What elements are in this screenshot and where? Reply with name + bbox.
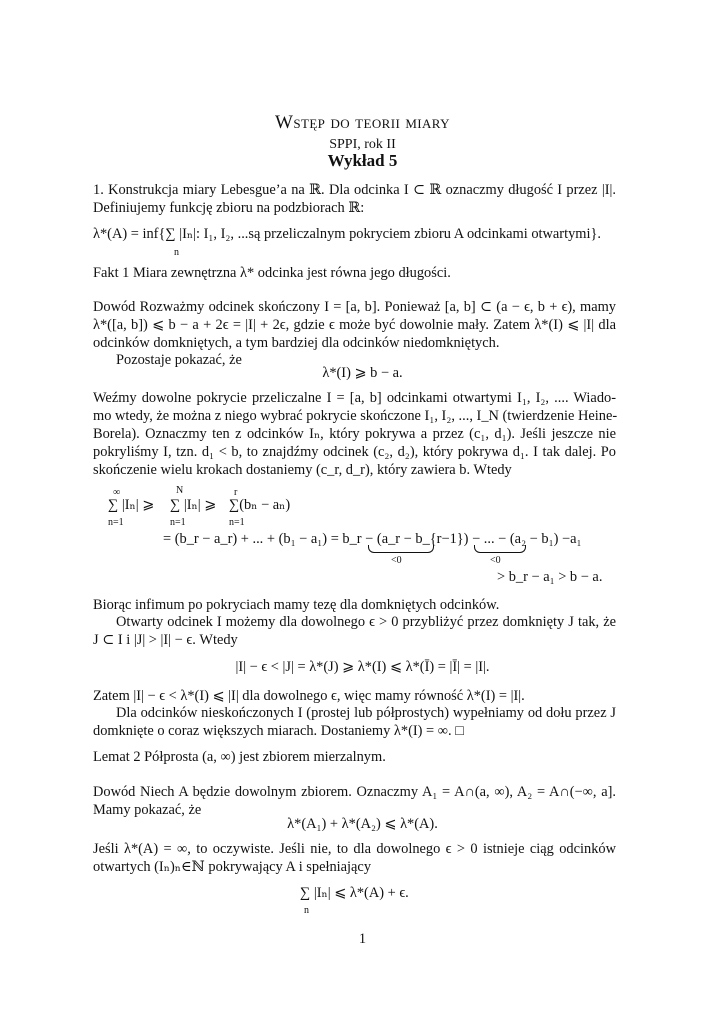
display-formula: ∑ |Iₙ| ⩽ λ*(A) + ϵ. (300, 885, 409, 901)
lemma-line: Lemat 2 Półprosta (a, ∞) jest zbiorem mierzalnym. (93, 749, 386, 765)
body-line: Biorąc infimum po pokryciach mamy tezę dla domkniętych odcinków. (93, 597, 500, 613)
paper-title: Wstęp do teorii miary (275, 112, 450, 133)
body-line: 1. Konstrukcja miary Lebesgue’a na ℝ. Dla odcinka I ⊂ ℝ oznaczmy długość I przez |I|. (93, 182, 616, 198)
underbrace-label: <0 (490, 555, 501, 566)
proof-line: Dowód Rozważmy odcinek skończony I = [a, b]. Ponieważ [a, b] ⊂ (a − ϵ, b + ϵ), mamy (93, 299, 616, 315)
underbrace (474, 545, 526, 553)
display-formula: |I| − ϵ < |J| = λ*(J) ⩾ λ*(I) ⩽ λ*(Ī) = |Ī| = |I|. (235, 659, 490, 675)
sum-subscript: n=1 (229, 517, 245, 528)
body-line: J ⊂ I i |J| > |I| − ϵ. Wtedy (93, 632, 238, 648)
body-line: Zatem |I| − ϵ < λ*(I) ⩽ |I| dla dowolnego ϵ, więc mamy równość λ*(I) = |I|. (93, 688, 525, 704)
body-line: Definiujemy funkcję zbioru na podzbiorach ℝ: (93, 200, 365, 216)
body-line: mo wtedy, że można z niego wybrać pokrycie skończone I₁, I₂, ..., I_N (twierdzenie Heine- (93, 408, 618, 424)
body-line: Jeśli λ*(A) = ∞, to oczywiste. Jeśli nie, to dla dowolnego ϵ > 0 istnieje ciąg odcinków (93, 841, 616, 857)
page-number: 1 (358, 931, 367, 947)
equation-line: = (b_r − a_r) + ... + (b₁ − a₁) = b_r − (a_r − b_{r−1}) − ... − (a₂ − b₁) −a₁ (163, 531, 582, 547)
fact-line: Fakt 1 Miara zewnętrzna λ* odcinka jest równa jego długości. (93, 265, 451, 281)
sum-superscript: N (176, 485, 184, 496)
body-line: pokryliśmy I, tzn. d₁ < b, to znajdźmy odcinek (c₂, d₂), który pokrywa d₁. I tak dalej. Po (93, 444, 616, 460)
proof-line: Dowód Niech A będzie dowolnym zbiorem. Oznaczmy A₁ = A∩(a, ∞), A₂ = A∩(−∞, a]. (93, 784, 616, 800)
body-line: Mamy pokazać, że (93, 802, 202, 818)
sum-term: ∑ |Iₙ| ⩾ (108, 497, 155, 513)
underbrace-label: <0 (391, 555, 402, 566)
body-line: domknięte o coraz większych miarach. Dostaniemy λ*(I) = ∞. □ (93, 723, 464, 739)
sum-superscript: ∞ (113, 487, 121, 498)
paper-subtitle: SPPI, rok II (329, 137, 396, 152)
equation-line: > b_r − a₁ > b − a. (497, 569, 603, 585)
lecture-heading: Wykład 5 (327, 151, 398, 170)
display-formula: λ*(A₁) + λ*(A₂) ⩽ λ*(A). (287, 816, 438, 832)
body-line: skończenie wielu krokach dostaniemy (c_r, d_r), który zawiera b. Wtedy (93, 462, 512, 478)
body-line: odcinków domkniętych, a tym bardziej dla odcinków niedomkniętych. (93, 335, 500, 351)
body-line: Dla odcinków nieskończonych I (prostej lub półprostych) wypełniamy od dołu przez J (116, 705, 616, 721)
body-line: Otwarty odcinek I możemy dla dowolnego ϵ > 0 przybliżyć przez domknięty J tak, że (116, 614, 616, 630)
body-line: Pozostaje pokazać, że (116, 352, 242, 368)
sum-term: ∑ |Iₙ| ⩾ (170, 497, 217, 513)
body-line: λ*([a, b]) ⩽ b − a + 2ϵ = |I| + 2ϵ, gdzie ϵ może być dowolnie mały. Zatem λ*(I) ⩽ |I| dla (93, 317, 616, 333)
sum-subscript: n (304, 905, 309, 916)
sum-term: ∑(bₙ − aₙ) (229, 497, 291, 513)
body-line: Borela). Oznaczmy ten z odcinków Iₙ, który pokrywa a przez (c₁, d₁). Jeśli jeszcze nie (93, 426, 616, 442)
underbrace (368, 545, 434, 553)
formula-line: λ*(A) = inf{∑ |Iₙ|: I₁, I₂, ...są przeliczalnym pokryciem zbioru A odcinkami otwartymi}. (93, 226, 601, 242)
sum-subscript: n=1 (108, 517, 124, 528)
sum-superscript: r (234, 487, 238, 498)
sum-subscript: n (174, 247, 179, 258)
body-line: otwartych (Iₙ)ₙ∈ℕ pokrywający A i spełniający (93, 859, 372, 875)
display-formula: λ*(I) ⩾ b − a. (322, 365, 403, 381)
sum-subscript: n=1 (170, 517, 186, 528)
body-line: Weźmy dowolne pokrycie przeliczalne I = [a, b] odcinkami otwartymi I₁, I₂, .... Wiado- (93, 390, 616, 406)
